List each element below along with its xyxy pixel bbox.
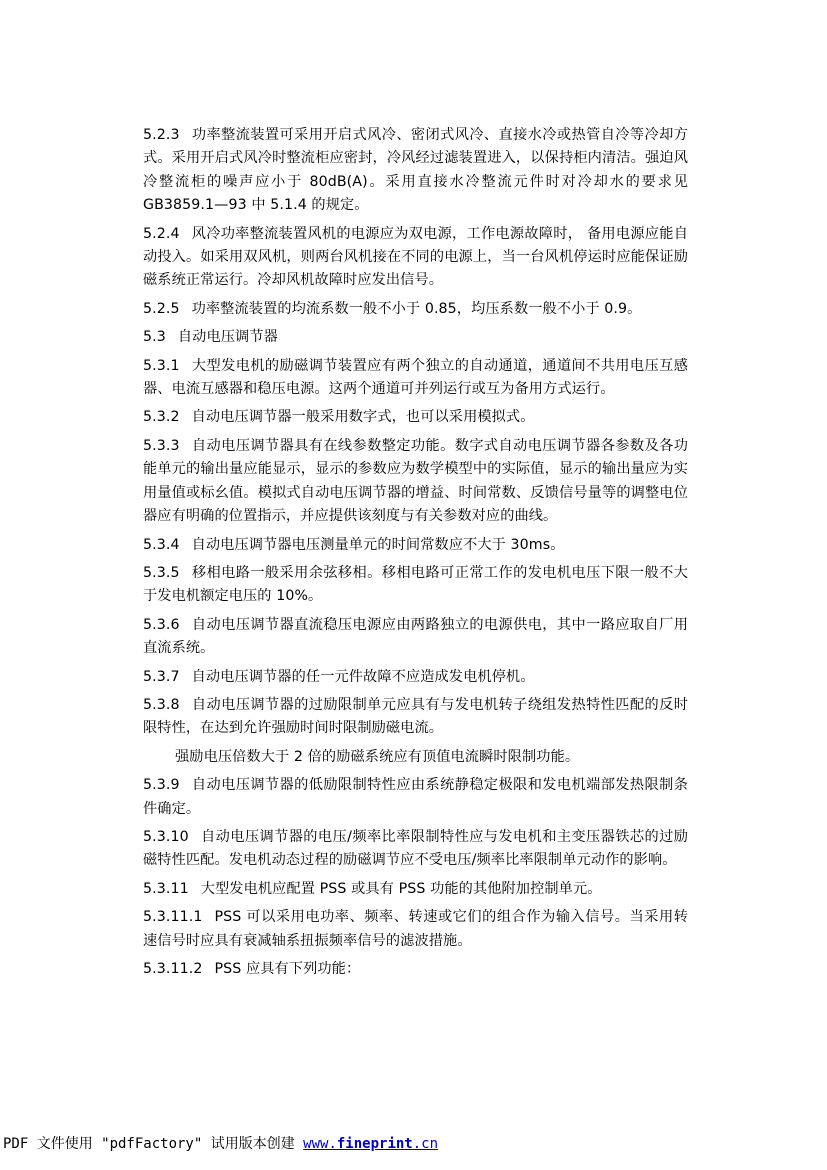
section-number: 5.3.11	[143, 880, 189, 897]
section-paragraph	[143, 774, 688, 821]
section-text: 自动电压调节器电压测量单元的时间常数应不大于 30ms。	[191, 536, 565, 553]
footer-link[interactable]: www.fineprint.cn	[303, 1136, 439, 1152]
section-number: 5.3.8	[143, 696, 180, 713]
section-number: 5.3.2	[143, 409, 180, 426]
footer-text: PDF 文件使用 "pdfFactory" 试用版本创建	[3, 1136, 304, 1152]
section-paragraph	[143, 906, 688, 953]
section-number: 5.3.3	[143, 437, 180, 454]
section-number: 5.2.4	[143, 225, 180, 242]
section-number: 5.3.6	[143, 616, 180, 633]
section-paragraph	[143, 406, 688, 429]
section-paragraph	[143, 326, 688, 349]
section-paragraph	[143, 534, 688, 557]
section-text: 大型发电机应配置 PSS 或具有 PSS 功能的其他附加控制单元。	[200, 880, 602, 897]
section-paragraph	[143, 746, 688, 769]
section-text: 自动电压调节器直流稳压电源应由两路独立的电源供电，其中一路应取自厂用直流系统。	[143, 616, 688, 657]
section-text: 移相电路一般采用余弦移相。移相电路可正常工作的发电机电压下限一般不大于发电机额定电压的 10%。	[143, 564, 688, 605]
section-text: 强励电压倍数大于 2 倍的励磁系统应有顶值电流瞬时限制功能。	[175, 748, 580, 765]
section-text: PSS 应具有下列功能：	[214, 961, 361, 977]
section-text: 自动电压调节器的低励限制特性应由系统静稳定极限和发电机端部发热限制条件确定。	[143, 777, 688, 817]
section-number: 5.2.3	[143, 127, 180, 143]
section-number: 5.3.5	[143, 564, 180, 581]
section-text: 自动电压调节器的任一元件故障不应造成发电机停机。	[191, 668, 535, 685]
section-text: 大型发电机的励磁调节装置应有两个独立的自动通道，通道间不共用电压互感器、电流互感器和稳压电源。这两个通道可并列运行或互为备用方式运行。	[143, 357, 688, 398]
document-body	[143, 124, 688, 986]
section-paragraph	[143, 223, 688, 293]
section-number: 5.3.1	[143, 357, 180, 374]
section-text: 自动电压调节器具有在线参数整定功能。数字式自动电压调节器各参数及各功能单元的输出量应能显示，显示的参数应为数学模型中的实际值，显示的输出量应为实用量值或标幺值。模拟式自动电压调节器的增益、时间常数、反馈信号量等的调整电位器应有明确的位置指示，并应提供该刻度与有关参数对应的曲线。	[143, 437, 688, 525]
section-text: 自动电压调节器一般采用数字式，也可以采用模拟式。	[191, 409, 535, 426]
section-paragraph	[143, 298, 688, 321]
section-text: 自动电压调节器的电压/频率比率限制特性应与发电机和主变压器铁芯的过励磁特性匹配。发电机动态过程的励磁调节应不受电压/频率比率限制单元动作的影响。	[143, 828, 688, 869]
section-paragraph	[143, 826, 688, 873]
section-paragraph	[143, 435, 688, 529]
section-text: 功率整流装置的均流系数一般不小于 0.85，均压系数一般不小于 0.9。	[191, 300, 642, 317]
section-text: 自动电压调节器的过励限制单元应具有与发电机转子绕组发热特性匹配的反时限特性，在达到允许强励时间时限制励磁电流。	[143, 696, 688, 737]
section-number: 5.3.11.2	[143, 961, 203, 977]
section-paragraph	[143, 124, 688, 218]
section-number: 5.3.10	[143, 828, 189, 845]
section-paragraph	[143, 666, 688, 689]
section-number: 5.3.9	[143, 777, 180, 794]
section-number: 5.3.7	[143, 668, 180, 685]
section-paragraph	[143, 958, 688, 981]
pdf-footer	[3, 1134, 438, 1154]
section-text: 风冷功率整流装置风机的电源应为双电源，工作电源故障时， 备用电源应能自动投入。如采用双风机，则两台风机接在不同的电源上，当一台风机停运时应能保证励磁系统正常运行。冷却风机故障时应发出信号。	[143, 225, 688, 289]
section-paragraph	[143, 355, 688, 402]
section-number: 5.2.5	[143, 300, 180, 317]
section-text: PSS 可以采用电功率、频率、转速或它们的组合作为输入信号。当采用转速信号时应具有衰减轴系扭振频率信号的滤波措施。	[143, 909, 688, 949]
section-paragraph	[143, 614, 688, 661]
section-text: 自动电压调节器	[177, 329, 278, 346]
section-paragraph	[143, 878, 688, 901]
section-number: 5.3.11.1	[143, 909, 203, 926]
section-paragraph	[143, 562, 688, 609]
section-paragraph	[143, 694, 688, 741]
section-number: 5.3.4	[143, 536, 180, 553]
section-text: 功率整流装置可采用开启式风冷、密闭式风冷、直接水冷或热管自冷等冷却方式。采用开启式风冷时整流柜应密封，冷风经过滤装置进入，以保持柜内清洁。强迫风冷整流柜的噪声应小于 80dB(A)。采用直接水冷整流元件时对冷却水的要求见 GB3859.1—93 中 5.1.4 的规定。	[143, 127, 688, 214]
section-number: 5.3	[143, 329, 166, 346]
